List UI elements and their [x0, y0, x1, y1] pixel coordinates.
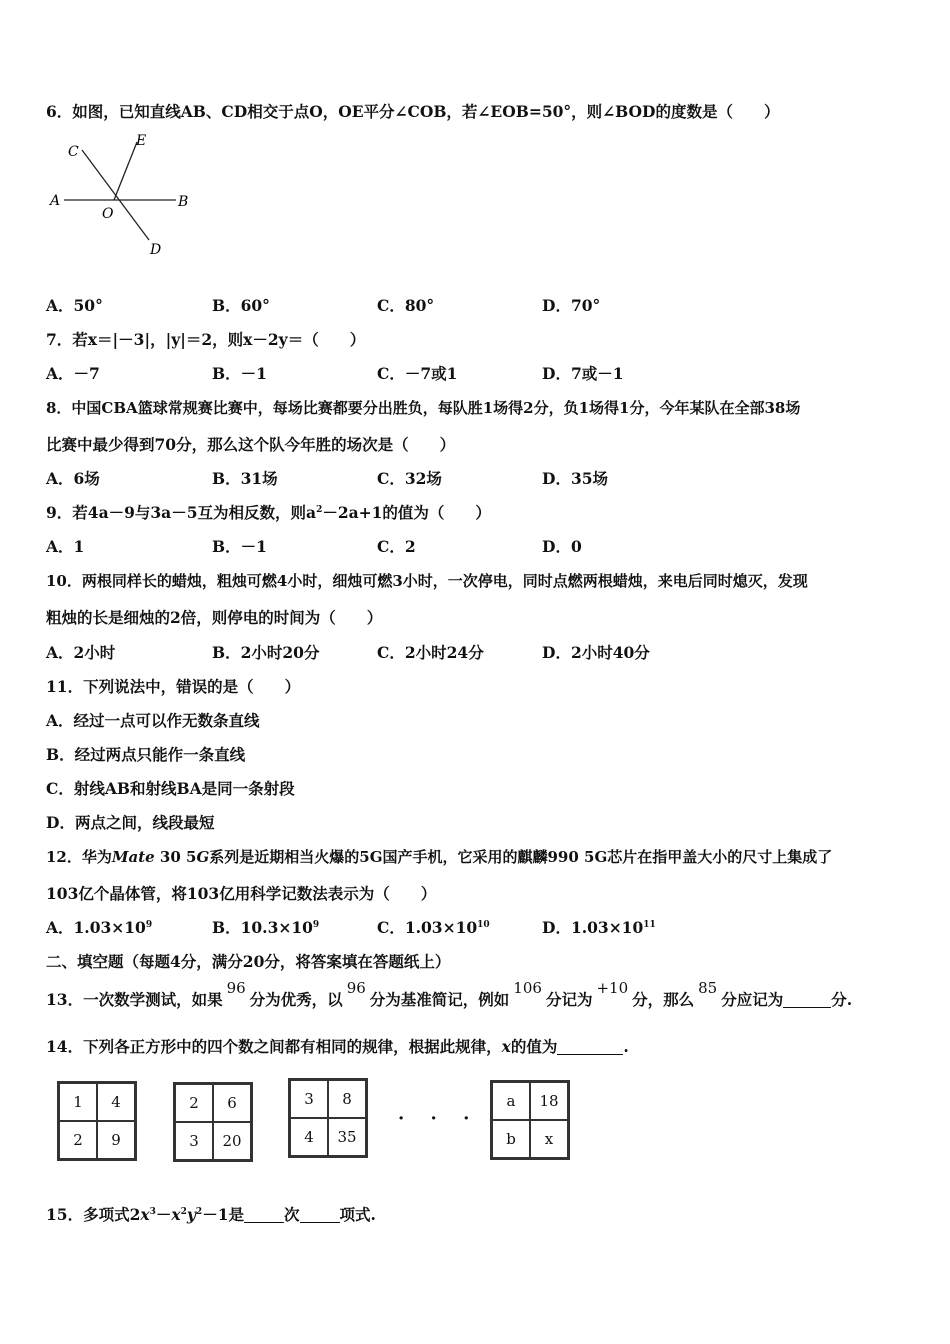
q8-option-d: D．35场: [542, 469, 609, 488]
q9-option-b: B．－1: [212, 537, 267, 556]
square-cell: 8: [328, 1080, 366, 1118]
q8-option-b: B．31场: [212, 469, 278, 488]
q10-option-a: A．2小时: [46, 643, 116, 662]
square-cell: 6: [213, 1084, 251, 1122]
q8-stem-line1: 8．中国CBA篮球常规赛比赛中，每场比赛都要分出胜负，每队胜1场得2分，负1场得1分，今年某队在全部38场: [46, 399, 801, 417]
q7-option-c: C．－7或1: [377, 364, 458, 383]
square-cell: 20: [213, 1122, 251, 1160]
q11-option-b: B．经过两点只能作一条直线: [46, 745, 246, 764]
q13-stem: 13．一次数学测试，如果96分为优秀，以96分为基准简记，例如106分记为+10分，那么85分应记为 分.: [46, 979, 853, 1009]
q10-stem-line2: 粗烛的长是细烛的2倍，则停电的时间为（ ）: [46, 608, 383, 627]
square-cell: 2: [175, 1084, 213, 1122]
square-cell: a: [492, 1082, 530, 1120]
q6-stem: 6．如图，已知直线AB、CD相交于点O，OE平分∠COB，若∠EOB=50°，则∠BOD的度数是（ ）: [46, 102, 780, 121]
q13-answer-blank[interactable]: [783, 991, 831, 1008]
q9-option-c: C．2: [377, 537, 416, 556]
square-cell: 3: [290, 1080, 328, 1118]
q7-option-d: D．7或－1: [542, 364, 624, 383]
q15-stem: 15．多项式$2x^3-x^2y^2-1$是 次 项式.: [46, 1205, 376, 1224]
q6-figure: [44, 130, 214, 260]
ray-oe: [114, 142, 137, 200]
label-c: C: [68, 144, 79, 160]
square-cell: 18: [530, 1082, 568, 1120]
square-cell: 2: [59, 1121, 97, 1159]
q12-option-a: A．$1.03\times 10^9$: [46, 918, 153, 937]
q10-option-b: B．2小时20分: [212, 643, 320, 662]
label-b: B: [178, 194, 189, 210]
section-heading: 二、填空题（每题4分，满分20分，将答案填在答题纸上）: [46, 952, 451, 971]
q8-option-c: C．32场: [377, 469, 442, 488]
square-cell: 4: [290, 1118, 328, 1156]
q7-stem: 7．若x＝|－3|，|y|＝2，则x－2y＝（ ）: [46, 330, 366, 349]
q7-option-b: B．－1: [212, 364, 267, 383]
q14-square-4: [490, 1080, 570, 1160]
q14-square-3: [288, 1078, 368, 1158]
q6-option-b: B．60°: [212, 296, 270, 315]
q10-option-c: C．2小时24分: [377, 643, 484, 662]
square-cell: 9: [97, 1121, 135, 1159]
square-cell: 3: [175, 1122, 213, 1160]
q12-stem-line1: 12．华为Mate 30 5G系列是近期相当火爆的5G国产手机，它采用的麒麟990 5G芯片在指甲盖大小的尺寸上集成了: [46, 848, 833, 866]
q14-square-1: [57, 1081, 137, 1161]
square-cell: 4: [97, 1083, 135, 1121]
square-cell: 1: [59, 1083, 97, 1121]
ellipsis: · · ·: [398, 1108, 480, 1129]
q6-option-c: C．80°: [377, 296, 435, 315]
label-a: A: [50, 193, 61, 209]
q9-stem: 9．若4a－9与3a－5互为相反数，则$a^2-2a+1$的值为（ ）: [46, 503, 491, 522]
square-cell: x: [530, 1120, 568, 1158]
q12-stem-line2: 103亿个晶体管，将103亿用科学记数法表示为（ ）: [46, 884, 437, 903]
q14-square-2: [173, 1082, 253, 1162]
square-cell: 35: [328, 1118, 366, 1156]
label-d: D: [150, 242, 162, 258]
q15-terms-blank[interactable]: [300, 1206, 340, 1223]
q6-option-d: D．70°: [542, 296, 601, 315]
q14-answer-blank[interactable]: [557, 1038, 623, 1055]
q11-option-a: A．经过一点可以作无数条直线: [46, 711, 260, 730]
q11-stem: 11．下列说法中，错误的是（ ）: [46, 677, 301, 696]
label-e: E: [136, 133, 147, 149]
q11-option-d: D．两点之间，线段最短: [46, 813, 215, 832]
q9-option-a: A．1: [46, 537, 85, 556]
q9-option-d: D．0: [542, 537, 582, 556]
q8-stem-line2: 比赛中最少得到70分，那么这个队今年胜的场次是（ ）: [46, 435, 456, 454]
square-cell: b: [492, 1120, 530, 1158]
q10-stem-line1: 10．两根同样长的蜡烛，粗烛可燃4小时，细烛可燃3小时，一次停电，同时点燃两根蜡烛，来电后同时熄灭，发现: [46, 572, 808, 590]
q15-degree-blank[interactable]: [244, 1206, 284, 1223]
label-o: O: [102, 206, 114, 222]
q14-stem: 14．下列各正方形中的四个数之间都有相同的规律，根据此规律，x的值为 .: [46, 1037, 629, 1056]
q8-option-a: A．6场: [46, 469, 100, 488]
q11-option-c: C．射线AB和射线BA是同一条射段: [46, 779, 295, 798]
q12-option-b: B．$10.3\times 10^9$: [212, 918, 320, 937]
q12-option-d: D．$1.03\times 10^{11}$: [542, 918, 656, 937]
q10-option-d: D．2小时40分: [542, 643, 650, 662]
q12-option-c: C．$1.03\times 10^{10}$: [377, 918, 490, 937]
q7-option-a: A．－7: [46, 364, 100, 383]
q6-option-a: A．50°: [46, 296, 103, 315]
